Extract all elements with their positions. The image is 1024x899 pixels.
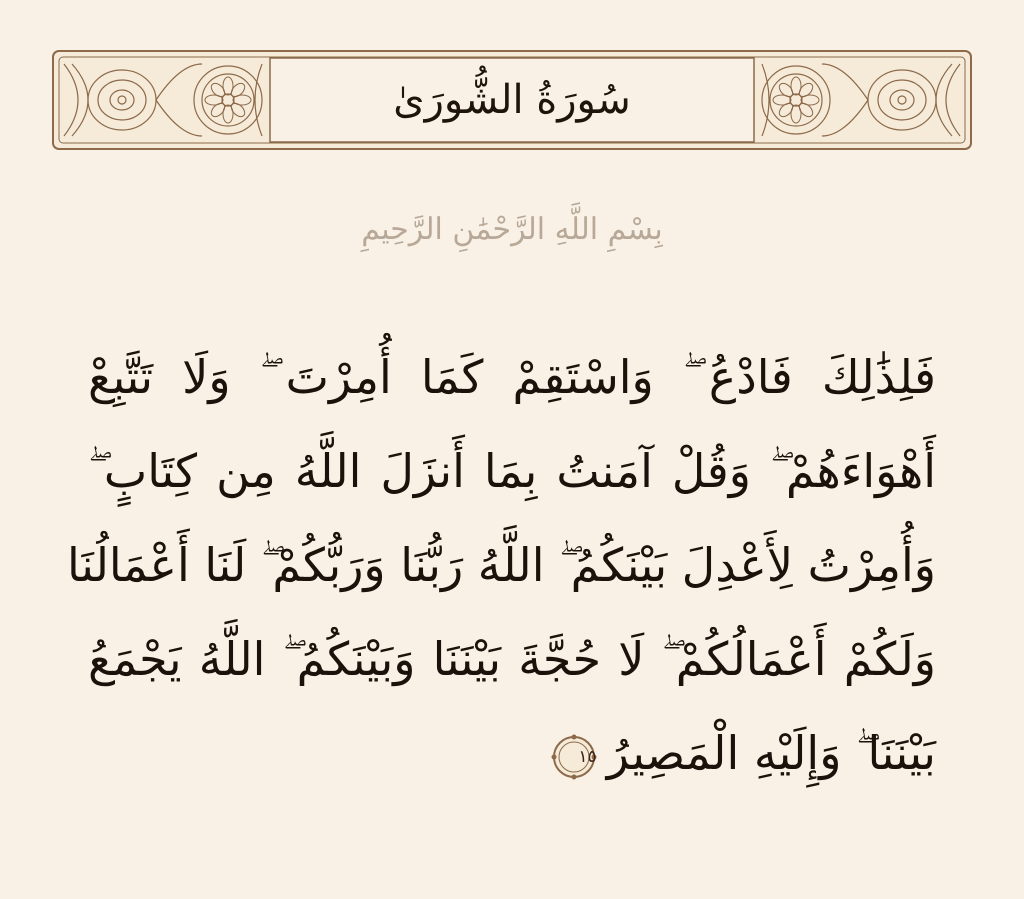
verse-line-5 xyxy=(88,706,936,800)
ayah-number: ١٥ xyxy=(578,747,597,767)
basmala: بِسْمِ اللَّهِ الرَّحْمَٰنِ الرَّحِيمِ xyxy=(361,212,663,247)
verse-line-3: وَأُمِرْتُ لِأَعْدِلَ بَيْنَكُمُ ۖ اللَّهُ رَبُّنَا وَرَبُّكُمْ ۖ لَنَا أَعْمَالُنَا xyxy=(66,538,936,592)
verse-line-4: وَلَكُمْ أَعْمَالُكُمْ ۖ لَا حُجَّةَ بَيْنَنَا وَبَيْنَكُمُ ۖ اللَّهُ يَجْمَعُ xyxy=(88,632,936,686)
verse-line-5-text: بَيْنَنَا ۖ وَإِلَيْهِ الْمَصِيرُ xyxy=(606,726,936,780)
verse-line-2: أَهْوَاءَهُمْ ۖ وَقُلْ آمَنتُ بِمَا أَنزَلَ اللَّهُ مِن كِتَابٍ ۖ xyxy=(88,444,936,498)
verse-text xyxy=(66,330,936,800)
surah-title: سُورَةُ الشُّورَىٰ xyxy=(393,77,631,123)
ayah-end-marker-icon xyxy=(551,734,597,780)
verse-line-1: فَلِذَٰلِكَ فَادْعُ ۖ وَاسْتَقِمْ كَمَا أُمِرْتَ ۖ وَلَا تَتَّبِعْ xyxy=(88,350,936,404)
